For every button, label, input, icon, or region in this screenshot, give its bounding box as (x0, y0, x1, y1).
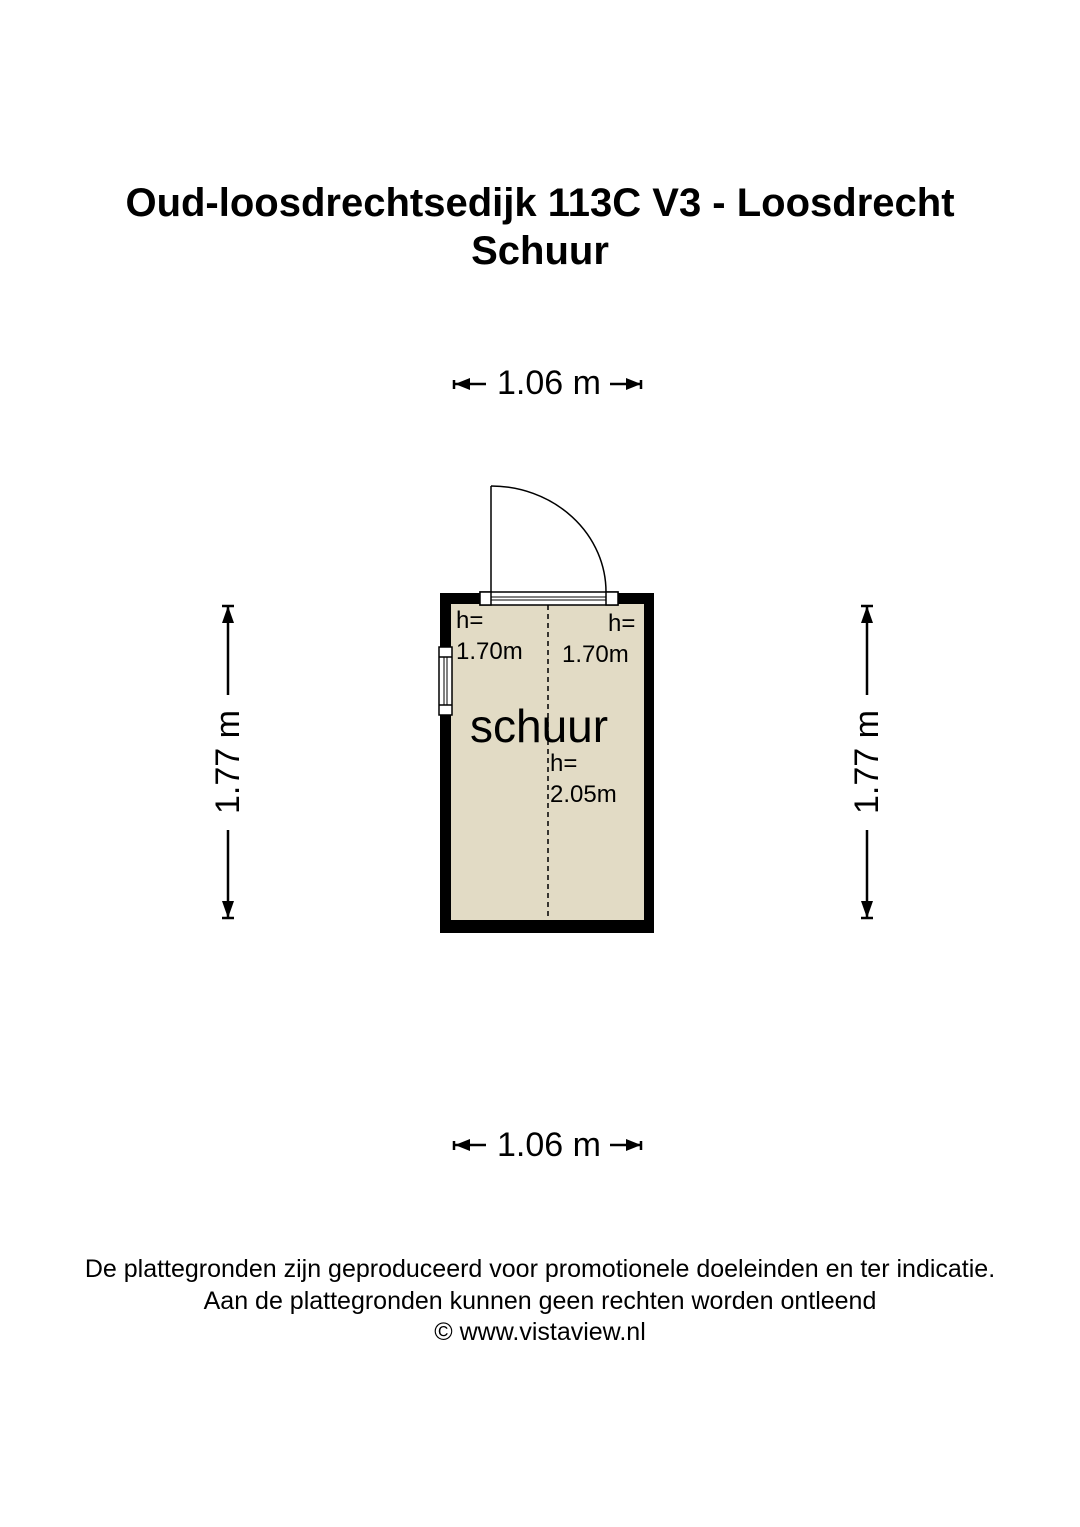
room-name: schuur (470, 700, 609, 752)
disclaimer-line-1: De plattegronden zijn geproduceerd voor promotionele doeleinden en ter indicatie. (84, 1255, 996, 1283)
room-height-center-value: 2.05m (550, 781, 617, 808)
room-height-right-label: h= (608, 610, 636, 637)
room-height-left-value: 1.70m (456, 638, 523, 665)
room-height-center-label: h= (550, 750, 578, 777)
top-width-label: 1.06 m (497, 364, 601, 402)
bottom-width-label: 1.06 m (497, 1126, 601, 1164)
disclaimer-line-2: Aan de plattegronden kunnen geen rechten worden ontleend (203, 1287, 877, 1315)
door-icon (480, 486, 618, 605)
room-height-left-label: h= (456, 607, 484, 634)
plan-title-floor: Schuur (471, 229, 609, 273)
right-height-label: 1.77 m (848, 710, 886, 814)
copyright-line: © www.vistaview.nl (434, 1318, 646, 1346)
left-height-label: 1.77 m (209, 710, 247, 814)
window-icon (439, 647, 452, 715)
room-height-right-value: 1.70m (562, 641, 629, 668)
plan-title-address: Oud-loosdrechtsedijk 113C V3 - Loosdrecht (125, 181, 955, 225)
